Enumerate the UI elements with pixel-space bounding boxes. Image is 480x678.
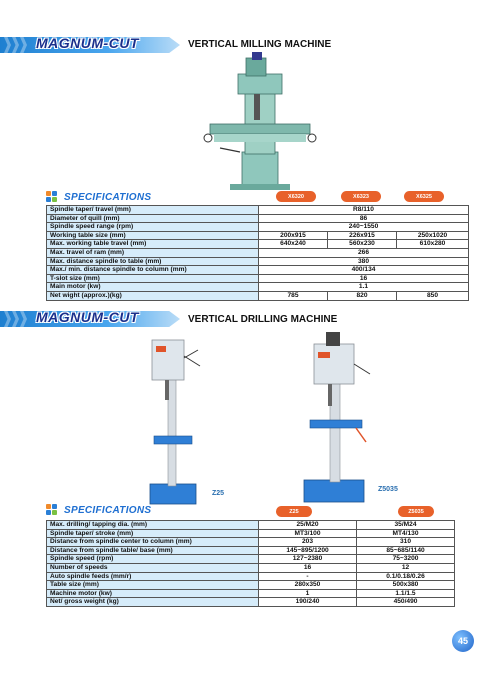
table-row xyxy=(47,521,455,530)
table-row xyxy=(47,563,455,572)
milling-spec-table xyxy=(46,205,469,301)
spec-value-cell: 500x380 xyxy=(357,581,455,590)
spec-value-cell: 380 xyxy=(259,257,469,266)
drilling-machine-z25-image xyxy=(148,336,218,506)
table-row xyxy=(47,266,469,275)
table-row xyxy=(47,529,455,538)
spec-label: SPECIFICATIONS xyxy=(64,191,152,203)
spec-value-cell: MT3/100 xyxy=(259,529,357,538)
header-banner-drilling xyxy=(0,308,480,330)
table-row xyxy=(47,248,469,257)
spec-value-cell: 200x915 xyxy=(259,231,328,240)
spec-name-cell: Net wight (approx.)(kg) xyxy=(47,291,259,300)
spec-value-cell: 203 xyxy=(259,538,357,547)
spec-name-cell: Distance from spindle table/ base (mm) xyxy=(47,546,259,555)
spec-name-cell: Spindle speed range (rpm) xyxy=(47,223,259,232)
brand-logo: MAGNUM-CUT xyxy=(36,35,139,51)
spec-name-cell: Max. travel of ram (mm) xyxy=(47,248,259,257)
spec-name-cell: Max. drilling/ tapping dia. (mm) xyxy=(47,521,259,530)
spec-dots-icon xyxy=(46,191,60,203)
spec-value-cell: MT4/130 xyxy=(357,529,455,538)
spec-value-cell: 785 xyxy=(259,291,328,300)
spec-value-cell: 0.1/0.18/0.26 xyxy=(357,572,455,581)
spec-value-cell: 35/M24 xyxy=(357,521,455,530)
spec-value-cell: 25/M20 xyxy=(259,521,357,530)
spec-value-cell: 86 xyxy=(259,214,469,223)
spec-name-cell: Machine motor (kw) xyxy=(47,589,259,598)
spec-value-cell: 450/490 xyxy=(357,598,455,607)
table-row xyxy=(47,214,469,223)
spec-name-cell: Spindle taper/ travel (mm) xyxy=(47,206,259,215)
table-row xyxy=(47,589,455,598)
spec-value-cell: 280x350 xyxy=(259,581,357,590)
milling-machine-image xyxy=(200,52,320,192)
table-row xyxy=(47,555,455,564)
spec-value-cell: - xyxy=(259,572,357,581)
spec-value-cell: 127~2380 xyxy=(259,555,357,564)
spec-value-cell: 1 xyxy=(259,589,357,598)
spec-name-cell: Spindle taper/ stroke (mm) xyxy=(47,529,259,538)
specifications-heading-drilling xyxy=(46,503,151,517)
spec-name-cell: Table size (mm) xyxy=(47,581,259,590)
page-number: 45 xyxy=(452,630,474,652)
spec-name-cell: T-slot size (mm) xyxy=(47,274,259,283)
spec-value-cell: 610x280 xyxy=(397,240,469,249)
table-row xyxy=(47,598,455,607)
spec-name-cell: Net/ gross weight (kg) xyxy=(47,598,259,607)
spec-name-cell: Number of speeds xyxy=(47,563,259,572)
drilling-spec-table xyxy=(46,520,455,607)
spec-value-cell: 16 xyxy=(259,563,357,572)
table-row xyxy=(47,283,469,292)
spec-name-cell: Max. distance spindle to table (mm) xyxy=(47,257,259,266)
spec-name-cell: Max./ min. distance spindle to column (mm) xyxy=(47,266,259,275)
specifications-heading-milling xyxy=(46,190,151,204)
spec-name-cell: Spindle speed (rpm) xyxy=(47,555,259,564)
spec-value-cell: 85~685/1140 xyxy=(357,546,455,555)
spec-value-cell: 310 xyxy=(357,538,455,547)
table-row xyxy=(47,257,469,266)
spec-value-cell: 250x1020 xyxy=(397,231,469,240)
table-row xyxy=(47,581,455,590)
spec-value-cell: 560x230 xyxy=(328,240,397,249)
model-tab-z5035: Z5035 xyxy=(398,506,434,517)
model-tab-x6323: X6323 xyxy=(341,191,381,202)
spec-value-cell: 640x240 xyxy=(259,240,328,249)
spec-value-cell: 1.1 xyxy=(259,283,469,292)
spec-value-cell: 75~3200 xyxy=(357,555,455,564)
table-row xyxy=(47,274,469,283)
spec-label: SPECIFICATIONS xyxy=(64,504,152,516)
brand-logo: MAGNUM-CUT xyxy=(36,309,139,325)
caption-z25: Z25 xyxy=(212,490,225,497)
table-row xyxy=(47,223,469,232)
table-row xyxy=(47,572,455,581)
spec-value-cell: R8/110 xyxy=(259,206,469,215)
spec-dots-icon xyxy=(46,504,60,516)
spec-value-cell: 12 xyxy=(357,563,455,572)
spec-name-cell: Max. working table travel (mm) xyxy=(47,240,259,249)
spec-value-cell: 1.1/1.5 xyxy=(357,589,455,598)
spec-value-cell: 240~1550 xyxy=(259,223,469,232)
spec-value-cell: 16 xyxy=(259,274,469,283)
spec-value-cell: 266 xyxy=(259,248,469,257)
spec-name-cell: Main motor (kw) xyxy=(47,283,259,292)
spec-value-cell: 820 xyxy=(328,291,397,300)
spec-value-cell: 190/240 xyxy=(259,598,357,607)
section-title-milling: VERTICAL MILLING MACHINE xyxy=(188,39,332,50)
model-tab-x6325: X6325 xyxy=(404,191,444,202)
spec-value-cell: 226x915 xyxy=(328,231,397,240)
table-row xyxy=(47,538,455,547)
spec-value-cell: 850 xyxy=(397,291,469,300)
spec-name-cell: Diameter of quill (mm) xyxy=(47,214,259,223)
table-row xyxy=(47,546,455,555)
section-title-drilling: VERTICAL DRILLING MACHINE xyxy=(188,314,338,325)
model-tab-x6320: X6320 xyxy=(276,191,316,202)
spec-value-cell: 400/134 xyxy=(259,266,469,275)
caption-z5035: Z5035 xyxy=(378,486,398,493)
spec-name-cell: Distance from spindle center to column (mm) xyxy=(47,538,259,547)
spec-value-cell: 145~895/1200 xyxy=(259,546,357,555)
table-row xyxy=(47,291,469,300)
table-row xyxy=(47,206,469,215)
table-row xyxy=(47,231,469,240)
table-row xyxy=(47,240,469,249)
spec-name-cell: Auto spindle feeds (mm/r) xyxy=(47,572,259,581)
spec-name-cell: Working table size (mm) xyxy=(47,231,259,240)
drilling-machine-z5035-image xyxy=(296,330,386,506)
model-tab-z25: Z25 xyxy=(276,506,312,517)
